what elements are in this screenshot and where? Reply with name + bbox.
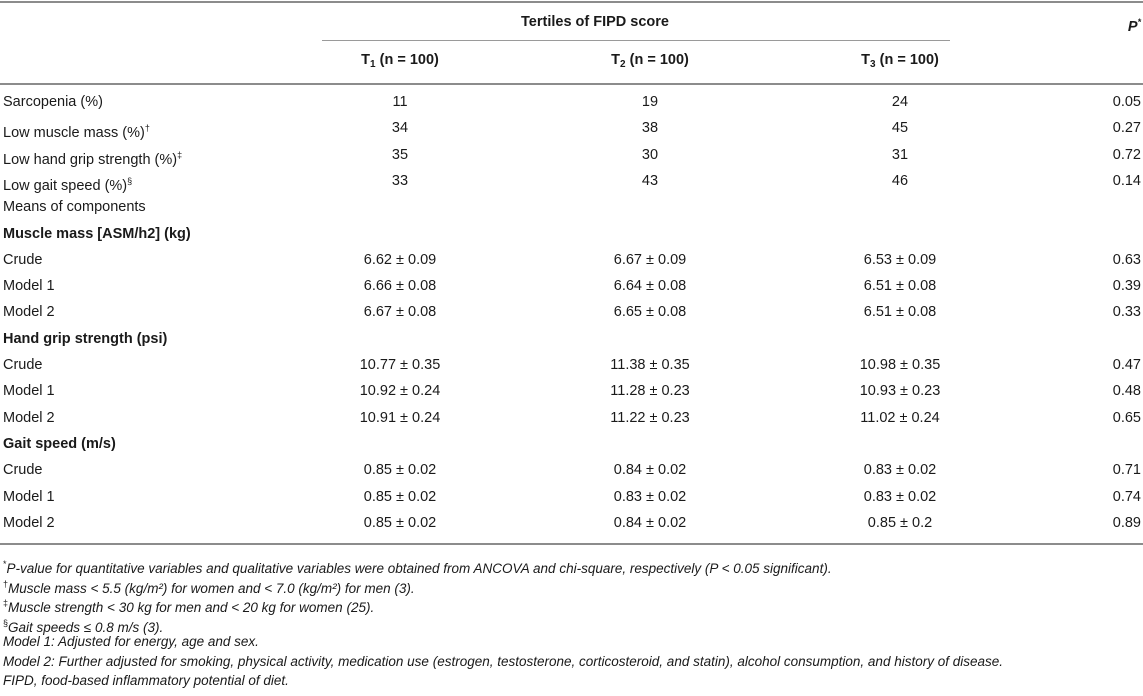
t3-value: 45: [891, 120, 909, 136]
row-label-text: Model 2: [3, 410, 55, 426]
t3-value: 0.83 ± 0.02: [863, 462, 937, 478]
p-value: 0.65: [1112, 410, 1141, 426]
row-label: [3, 488, 55, 506]
row-footnote-marker: §: [127, 176, 133, 186]
p-value: 0.47: [1112, 357, 1141, 373]
t2-value: 0.83 ± 0.02: [613, 489, 687, 505]
p-value: 0.14: [1112, 173, 1141, 189]
p-value: 0.89: [1112, 515, 1141, 531]
t2-value: 6.67 ± 0.09: [613, 252, 687, 268]
row-label: [3, 303, 55, 321]
table-top-rule: [0, 1, 1143, 3]
column-header-t2: $T_2$ (n = 100): [611, 52, 689, 70]
row-label-text: Model 1: [3, 489, 55, 505]
p-value: 0.71: [1112, 462, 1141, 478]
footnote-text: Model 2: Further adjusted for smoking, physical activity, medication use (estrogen, testosterone, corticosteroid, and statin), alcohol consumption, and history of disease.: [3, 654, 1004, 669]
table-bottom-rule: [0, 543, 1143, 545]
footnote-text: Model 1: Adjusted for energy, age and sex.: [3, 634, 259, 649]
footnote-text: Muscle mass < 5.5 (kg/m²) for women and < 7.0 (kg/m²) for men (3).: [8, 581, 415, 596]
row-label: [3, 382, 55, 400]
footnote-text: Gait speeds ≤ 0.8 m/s (3).: [8, 620, 164, 635]
t2-value: 6.65 ± 0.08: [613, 304, 687, 320]
t1-n: (n = 100): [379, 52, 439, 68]
row-label: [3, 225, 191, 243]
t2-value: 6.64 ± 0.08: [613, 278, 687, 294]
t3-value: 31: [891, 147, 909, 163]
t2-value: 38: [641, 120, 659, 136]
p-value: 0.48: [1112, 383, 1141, 399]
t2-value: 30: [641, 147, 659, 163]
t3-n: (n = 100): [879, 52, 939, 68]
row-label: [3, 435, 116, 453]
t1-value: 34: [391, 120, 409, 136]
header-bottom-rule: [0, 83, 1143, 85]
footnote-text: FIPD, food-based inflammatory potential of diet.: [3, 673, 289, 688]
t1-value: 33: [391, 173, 409, 189]
row-label: [3, 409, 55, 427]
footnote-marker: ‡: [3, 598, 9, 608]
p-value: 0.27: [1112, 120, 1141, 136]
t3-value: 6.51 ± 0.08: [863, 304, 937, 320]
t1-value: 6.66 ± 0.08: [363, 278, 437, 294]
row-label-text: Model 1: [3, 278, 55, 294]
row-label: [3, 251, 43, 269]
footnote-line: [3, 556, 832, 577]
row-label: [3, 461, 43, 479]
t3-value: 0.85 ± 0.2: [867, 515, 933, 531]
t2-value: 11.28 ± 0.23: [610, 383, 690, 399]
p-value-header: [1128, 13, 1141, 36]
t3-value: 10.98 ± 0.35: [859, 357, 941, 373]
t1-value: 0.85 ± 0.02: [363, 489, 437, 505]
p-value: 0.63: [1112, 252, 1141, 268]
t1-value: 0.85 ± 0.02: [363, 515, 437, 531]
p-value: 0.05: [1112, 94, 1141, 110]
p-label: P: [1127, 19, 1138, 35]
footnote-line: [3, 634, 259, 650]
p-value: 0.74: [1112, 489, 1141, 505]
t3-value: 24: [891, 94, 909, 110]
row-label-text: Model 2: [3, 515, 55, 531]
row-label: [3, 119, 150, 142]
t2-n: (n = 100): [629, 52, 689, 68]
p-value: 0.72: [1112, 147, 1141, 163]
row-label-text: Means of components: [3, 199, 146, 215]
t1-value: 0.85 ± 0.02: [363, 462, 437, 478]
t2-value: 43: [641, 173, 659, 189]
t1-value: 35: [391, 147, 409, 163]
row-label-text: Low gait speed (%): [3, 178, 128, 194]
t1-value: 6.62 ± 0.09: [363, 252, 437, 268]
t3-value: 0.83 ± 0.02: [863, 489, 937, 505]
group-underline: [322, 40, 950, 41]
t1-value: 10.77 ± 0.35: [359, 357, 441, 373]
footnote-marker: *: [3, 559, 7, 569]
row-label: [3, 356, 43, 374]
footnote-line: [3, 576, 415, 597]
t2-value: 11.22 ± 0.23: [610, 410, 690, 426]
t2-value: 0.84 ± 0.02: [613, 515, 687, 531]
t2-value: 0.84 ± 0.02: [613, 462, 687, 478]
t1-value: 10.92 ± 0.24: [359, 383, 441, 399]
row-label-text: Crude: [3, 252, 43, 268]
footnote-line: [3, 654, 1003, 670]
row-label: [3, 172, 132, 195]
footnote-line: [3, 615, 163, 636]
row-label: [3, 277, 55, 295]
t1-value: 10.91 ± 0.24: [359, 410, 441, 426]
row-label: [3, 146, 182, 169]
footnote-line: [3, 673, 289, 689]
t3-value: 46: [891, 173, 909, 189]
t2-value: 19: [641, 94, 659, 110]
row-label: [3, 514, 55, 532]
p-value: 0.33: [1112, 304, 1141, 320]
t2-value: 11.38 ± 0.35: [610, 357, 690, 373]
t1-value: 6.67 ± 0.08: [363, 304, 437, 320]
column-header-t1: $T_1$ (n = 100): [361, 52, 439, 70]
row-label-text: Gait speed (m/s): [3, 436, 116, 452]
row-label-text: Hand grip strength (psi): [3, 331, 168, 347]
row-label-text: Low muscle mass (%): [3, 125, 145, 141]
t3-value: 6.51 ± 0.08: [863, 278, 937, 294]
row-label-text: Low hand grip strength (%): [3, 152, 178, 168]
tertiles-group-title: Tertiles of FIPD score: [521, 14, 669, 30]
footnote-text: P-value for quantitative variables and qualitative variables were obtained from ANCOVA and chi-square, respectively (P < 0.05 significant).: [6, 561, 832, 576]
row-label: [3, 330, 167, 348]
t1-value: 11: [392, 94, 408, 110]
footnote-line: [3, 595, 374, 616]
footnote-marker: §: [3, 618, 9, 628]
row-footnote-marker: †: [144, 123, 150, 133]
row-label-text: Model 1: [3, 383, 55, 399]
t3-value: 11.02 ± 0.24: [860, 410, 940, 426]
t3-value: 10.93 ± 0.23: [859, 383, 941, 399]
footnote-text: Muscle strength < 30 kg for men and < 20 kg for women (25).: [8, 600, 375, 615]
footnote-marker: †: [3, 579, 9, 589]
p-value: 0.39: [1112, 278, 1141, 294]
row-label-text: Muscle mass [ASM/h2] (kg): [3, 226, 191, 242]
p-header-marker: *: [1137, 17, 1141, 27]
t3-value: 6.53 ± 0.09: [863, 252, 937, 268]
row-label-text: Crude: [3, 462, 43, 478]
row-label-text: Model 2: [3, 304, 55, 320]
row-label-text: Crude: [3, 357, 43, 373]
row-footnote-marker: ‡: [177, 150, 183, 160]
column-header-t3: $T_3$ (n = 100): [861, 52, 939, 70]
row-label-text: Sarcopenia (%): [3, 94, 103, 110]
row-label: [3, 93, 103, 111]
row-label: [3, 198, 146, 216]
